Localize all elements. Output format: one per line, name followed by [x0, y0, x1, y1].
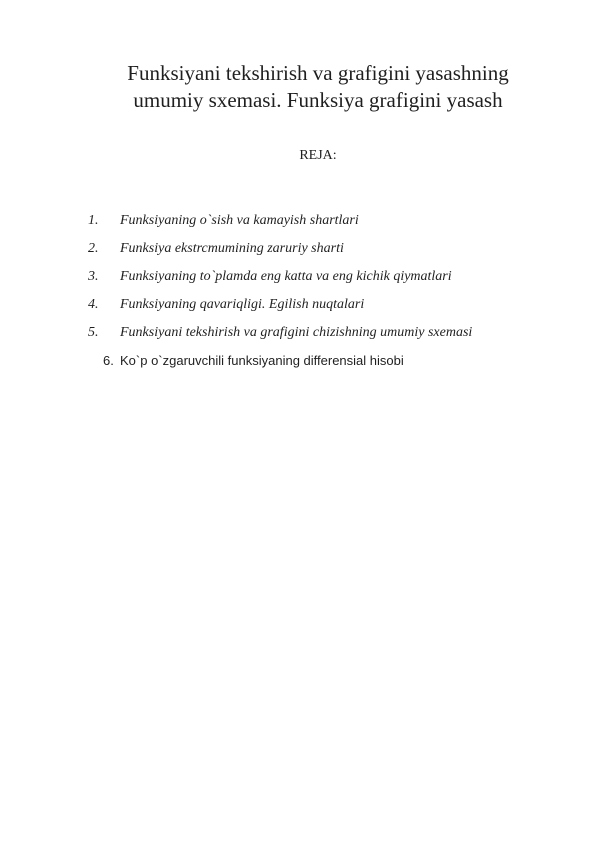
- title-line-2: umumiy sxemasi. Funksiya grafigini yasash: [133, 88, 503, 112]
- plan-heading: REJA:: [299, 148, 337, 163]
- plan-item: [0, 268, 596, 296]
- plan-item-number: 1.: [88, 213, 99, 228]
- plan-item: [0, 296, 596, 324]
- plan-item-text: Funksiyaning qavariqligi. Egilish nuqtalari: [120, 297, 365, 312]
- plan-item-number: 6.: [103, 353, 114, 368]
- plan-item: [0, 352, 596, 380]
- plan-list: [0, 212, 596, 380]
- plan-item-text: Funksiya ekstrcmumining zaruriy sharti: [120, 241, 344, 256]
- plan-item-number: 4.: [88, 297, 99, 312]
- plan-item-number: 3.: [88, 269, 99, 284]
- plan-item-number: 5.: [88, 325, 99, 340]
- title-line-1: Funksiyani tekshirish va grafigini yasashning: [127, 61, 509, 85]
- plan-item-text: Ko`p o`zgaruvchili funksiyaning differensial hisobi: [120, 353, 404, 368]
- plan-item-number: 2.: [88, 241, 99, 256]
- plan-item-text: Funksiyani tekshirish va grafigini chizishning umumiy sxemasi: [120, 325, 473, 340]
- plan-item-text: Funksiyaning o`sish va kamayish shartlari: [120, 213, 359, 228]
- plan-item: [0, 324, 596, 352]
- plan-item: [0, 240, 596, 268]
- document-title: [60, 60, 576, 114]
- plan-item-text: Funksiyaning to`plamda eng katta va eng kichik qiymatlari: [120, 269, 452, 284]
- plan-item: [0, 212, 596, 240]
